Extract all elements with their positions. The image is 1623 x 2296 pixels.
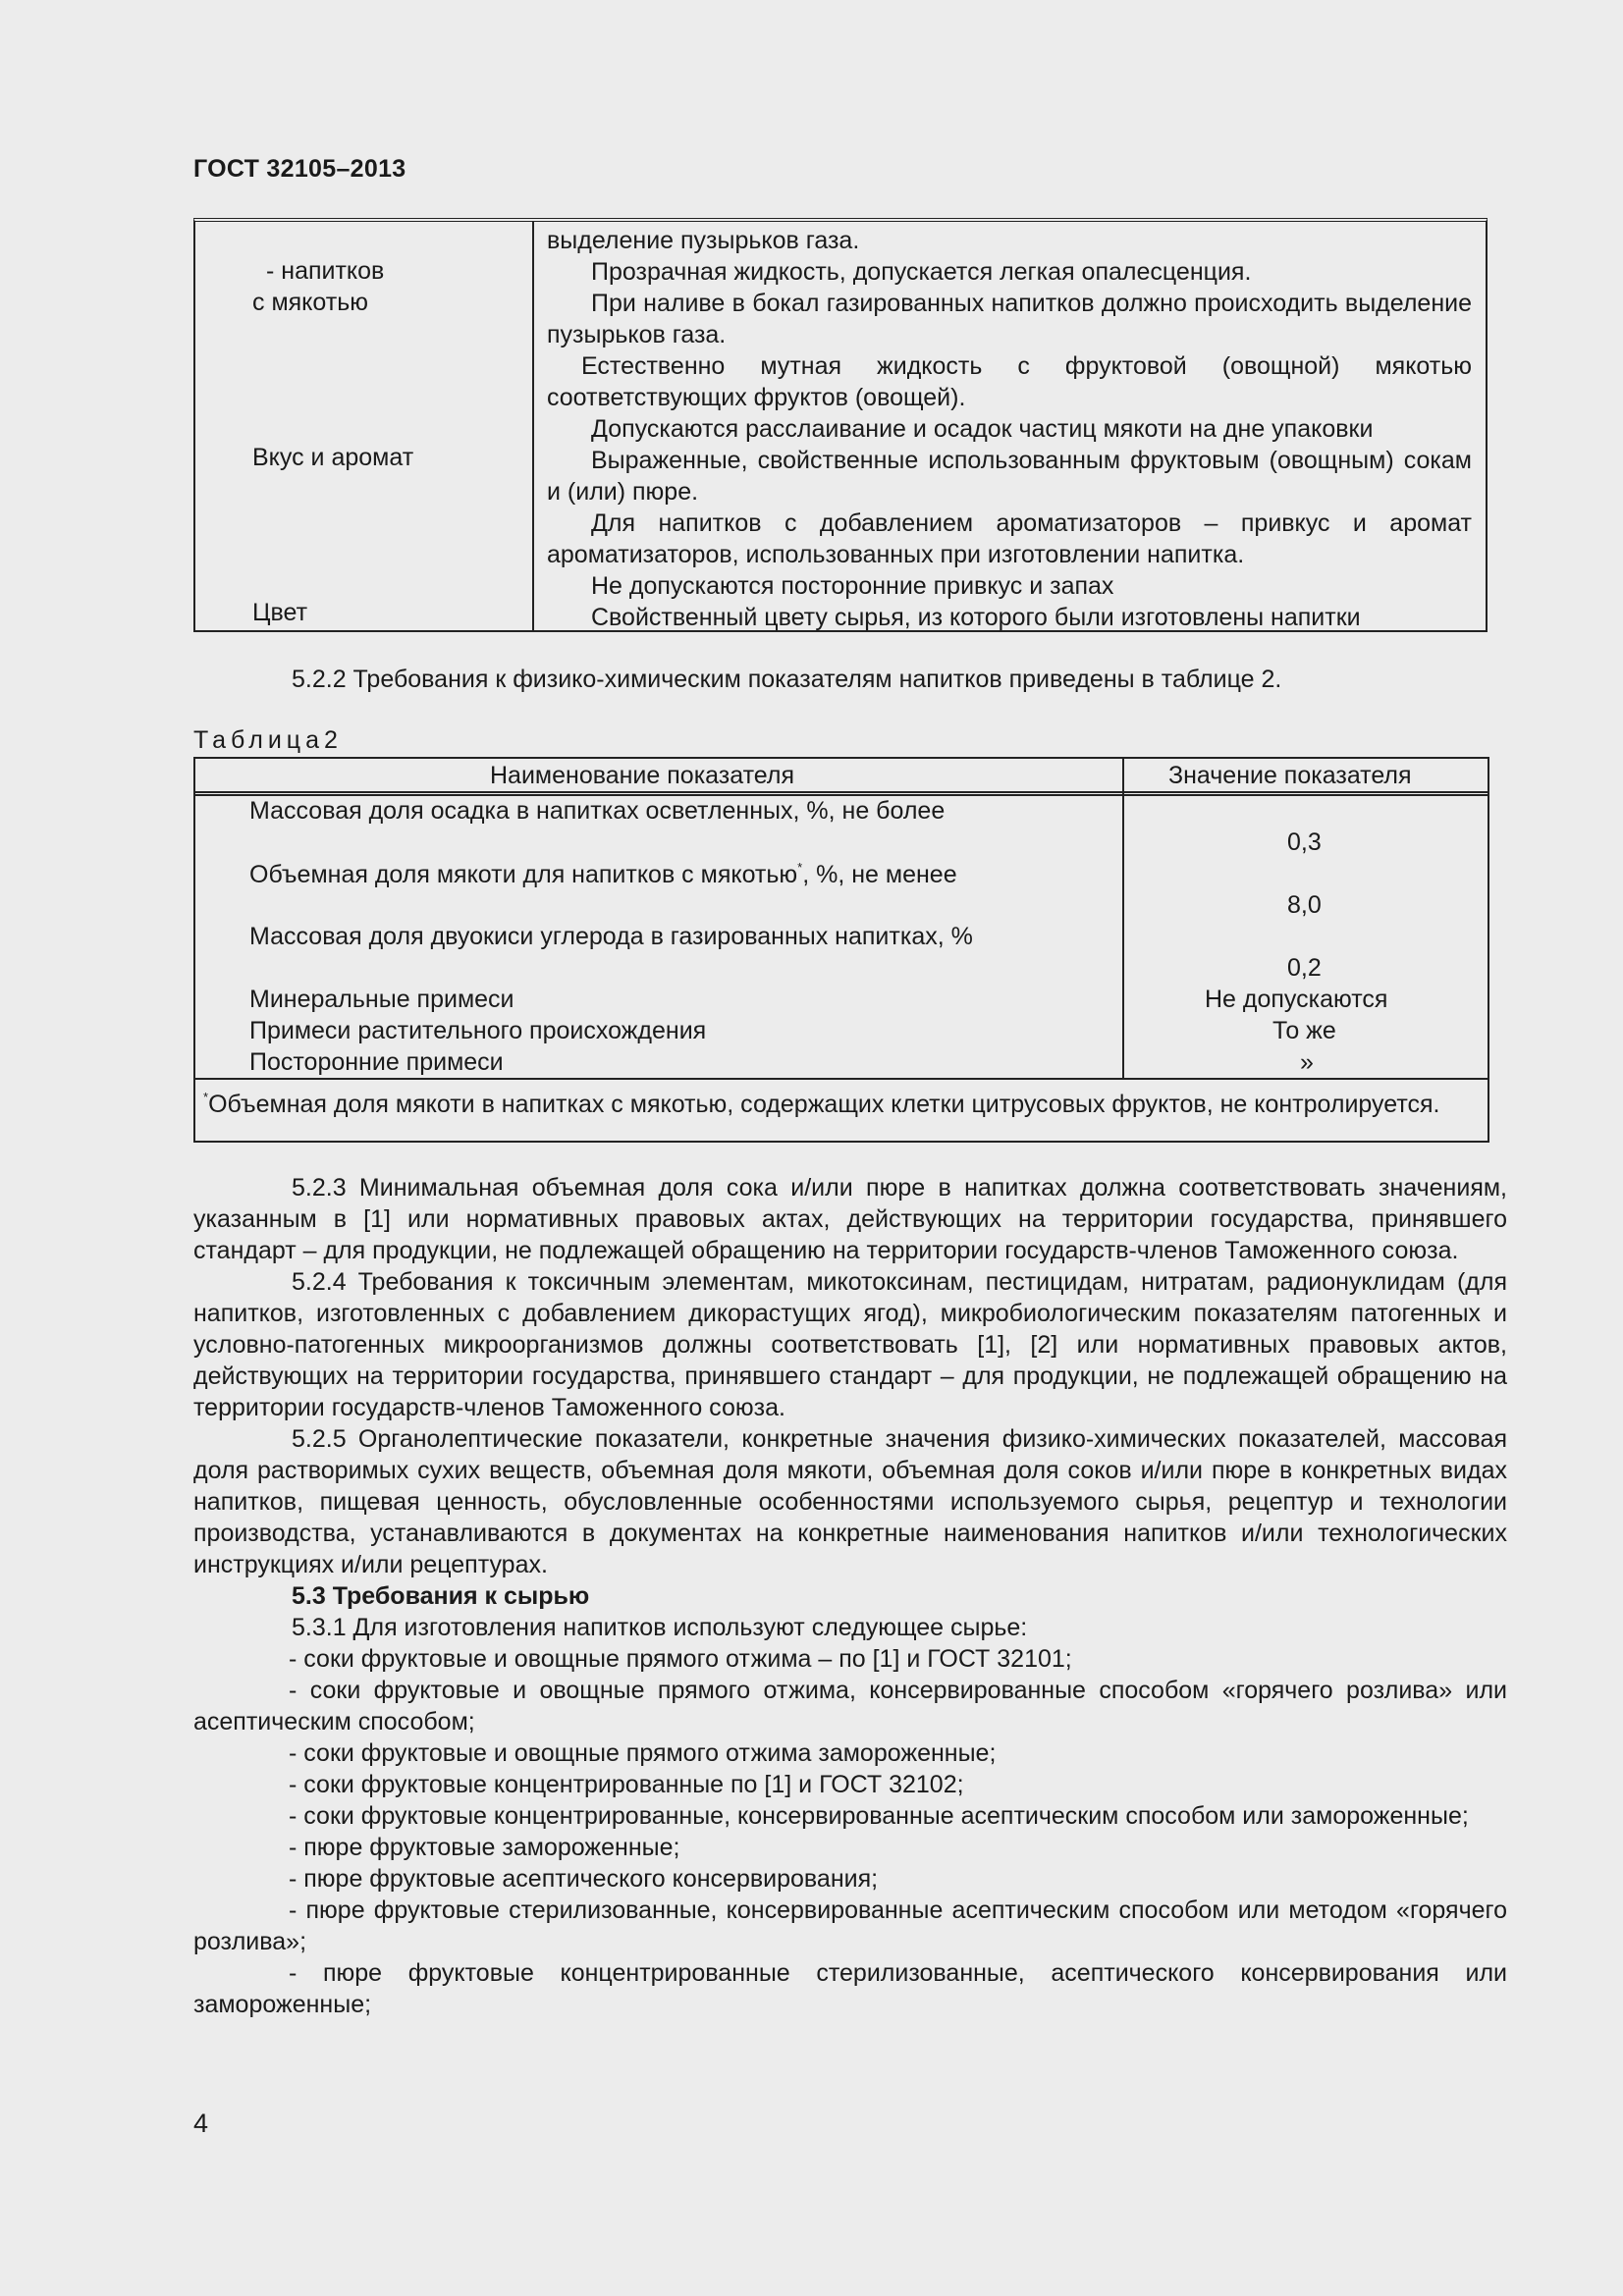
table-row-name: Примеси растительного происхождения [249, 1017, 707, 1044]
table-row-name: Объемная доля мякоти для напитков с мякотью*, %, не менее [249, 860, 957, 888]
table-caption: Таблица2 [193, 726, 343, 754]
table-divider [532, 222, 534, 630]
table-cell-text: Допускаются расслаивание и осадок частиц мякоти на дне упаковки [591, 415, 1374, 443]
header-rule [195, 791, 1488, 796]
list-item: - соки фруктовые и овощные прямого отжима замороженные; [289, 1739, 997, 1767]
column-header: Значение показателя [1168, 762, 1412, 789]
table-cell-text: Для напитков с добавлением ароматизаторов – привкус и аромат ароматизаторов, использованных при изготовлении напитка. [547, 509, 1472, 568]
table-row-value: 0,2 [1287, 954, 1322, 982]
table-cell-text: выделение пузырьков газа. [547, 227, 860, 254]
page-number: 4 [193, 2109, 209, 2138]
table-row-name: Массовая доля осадка в напитках осветленных, %, не более [249, 797, 946, 825]
list-item: - соки фруктовые концентрированные, консервированные асептическим способом или замороженные; [289, 1802, 1469, 1830]
list-item: - пюре фруктовые концентрированные стерилизованные, асептического консервирования или замороженные; [193, 1959, 1507, 2018]
row-label: с мякотью [252, 289, 368, 316]
table-row-value: Не допускаются [1205, 986, 1388, 1013]
list-item: - пюре фруктовые замороженные; [289, 1834, 680, 1861]
column-header: Наименование показателя [490, 762, 794, 789]
list-item: - пюре фруктовые асептического консервирования; [289, 1865, 879, 1893]
paragraph-5-2-2: 5.2.2 Требования к физико-химическим показателям напитков приведены в таблице 2. [292, 666, 1282, 693]
table-row-value: 0,3 [1287, 828, 1322, 856]
table-cell-text: Выраженные, свойственные использованным фруктовым (овощным) сокам и (или) пюре. [547, 447, 1472, 506]
table-row-name: Посторонние примеси [249, 1048, 504, 1076]
list-item: - соки фруктовые концентрированные по [1] и ГОСТ 32102; [289, 1771, 964, 1798]
document-header: ГОСТ 32105–2013 [193, 155, 406, 183]
paragraph-5-2-4: 5.2.4 Требования к токсичным элементам, микотоксинам, пестицидам, нитратам, радионуклидам (для напитков, изготовленных с добавлением дикорастущих ягод), микробиологическим показателям патогенных и условно-патогенных микроорганизмов должны соответствовать [1], [2] или нормативных правовых актов, действующих на территории государства, принявшего стандарт – для продукции, не подлежащей обращению на территории государств-членов Таможенного союза. [193, 1268, 1507, 1421]
table-row-name: Массовая доля двуокиси углерода в газированных напитках, % [249, 923, 973, 950]
table-row-value: То же [1272, 1017, 1336, 1044]
paragraph-5-2-3: 5.2.3 Минимальная объемная доля сока и/или пюре в напитках должна соответствовать значениям, указанным в [1] или нормативных правовых актах, действующих на территории государства, принявшего стандарт – для продукции, не подлежащей обращению на территории государств-членов Таможенного союза. [193, 1174, 1507, 1264]
table-cell-text: Естественно мутная жидкость с фруктовой (овощной) мякотью соответствующих фруктов (овощей). [547, 352, 1472, 411]
section-heading-5-3: 5.3 Требования к сырью [292, 1582, 590, 1610]
paragraph-5-2-5: 5.2.5 Органолептические показатели, конкретные значения физико-химических показателей, массовая доля растворимых сухих веществ, объемная доля мякоти, объемная доля соков и/или пюре в конкретных видах напитков, пищевая ценность, обусловленные особенностями используемого сырья, рецептур и технологии производства, устанавливаются в документах на конкретные наименования напитков и/или технологических инструкциях и/или рецептурах. [193, 1425, 1507, 1578]
row-label: - напитков [266, 257, 385, 285]
row-label: Цвет [252, 599, 308, 626]
paragraph-5-3-1: 5.3.1 Для изготовления напитков используют следующее сырье: [292, 1614, 1028, 1641]
list-item: - соки фруктовые и овощные прямого отжима – по [1] и ГОСТ 32101; [289, 1645, 1072, 1673]
table-row-name: Минеральные примеси [249, 986, 514, 1013]
table-cell-text: Прозрачная жидкость, допускается легкая опалесценция. [591, 258, 1252, 286]
table-cell-text: При наливе в бокал газированных напитков должно происходить выделение пузырьков газа. [547, 290, 1472, 348]
organoleptic-table [193, 218, 1488, 632]
list-item: - соки фруктовые и овощные прямого отжима, консервированные способом «горячего розлива» или асептическим способом; [193, 1677, 1507, 1735]
list-item: - пюре фруктовые стерилизованные, консервированные асептическим способом или методом «горячего розлива»; [193, 1896, 1507, 1955]
physchem-table [193, 757, 1489, 1143]
table-row-value: 8,0 [1287, 891, 1322, 919]
table-descriptions [547, 225, 1472, 633]
table-cell-text: Не допускаются посторонние привкус и запах [591, 572, 1114, 600]
table-footnote: *Объемная доля мякоти в напитках с мякотью, содержащих клетки цитрусовых фруктов, не контролируется. [203, 1090, 1440, 1118]
table-row-value: » [1300, 1048, 1314, 1076]
table-cell-text: Свойственный цвету сырья, из которого были изготовлены напитки [591, 604, 1361, 631]
body-text [193, 1172, 1507, 2020]
table-divider [1122, 759, 1124, 1080]
footnote-rule [195, 1078, 1488, 1080]
row-label: Вкус и аромат [252, 444, 414, 471]
